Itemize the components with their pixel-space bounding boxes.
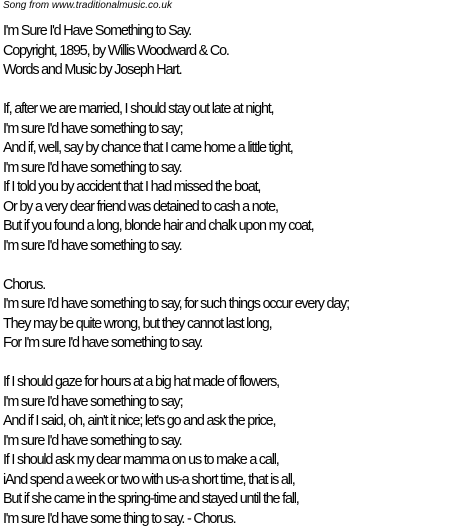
verse-line: If I should gaze for hours at a big hat made of flowers, [3,373,474,393]
stanza-gap [3,81,474,101]
verse-line: But if she came in the spring-time and stayed until the fall, [3,490,474,510]
verse-line: I'm sure I'd have something to say; [3,120,474,140]
verse-line: I'm sure I'd have something to say; [3,393,474,413]
chorus-line: I'm sure I'd have something to say, for such things occur every day; [3,295,474,315]
verse-line: If, after we are married, I should stay out late at night, [3,100,474,120]
chorus-line: For I'm sure I'd have something to say. [3,334,474,354]
copyright-line: Copyright, 1895, by Willis Woodward & Co. [3,42,474,62]
song-title: I'm Sure I'd Have Something to Say. [3,22,474,42]
verse-line: But if you found a long, blonde hair and chalk upon my coat, [3,217,474,237]
verse-line: I'm sure I'd have something to say. [3,432,474,452]
verse-line: iAnd spend a week or two with us-a short time, that is all, [3,471,474,491]
verse-line: I'm sure I'd have some thing to say. - Chorus. [3,510,474,529]
lyrics-document [3,22,474,529]
stanza-gap [3,256,474,276]
chorus [3,276,474,354]
song-header [3,22,474,81]
verse-line: And if I said, oh, ain't it nice; let's go and ask the price, [3,412,474,432]
stanza-gap [3,354,474,374]
verse-1 [3,100,474,256]
verse-2 [3,373,474,529]
verse-line: I'm sure I'd have something to say. [3,237,474,257]
verse-line: I'm sure I'd have something to say. [3,159,474,179]
verse-line: Or by a very dear friend was detained to cash a note, [3,198,474,218]
verse-line: If I told you by accident that I had missed the boat, [3,178,474,198]
credits-line: Words and Music by Joseph Hart. [3,61,474,81]
chorus-line: They may be quite wrong, but they cannot last long, [3,315,474,335]
verse-line: If I should ask my dear mamma on us to make a call, [3,451,474,471]
verse-line: And if, well, say by chance that I came home a little tight, [3,139,474,159]
source-credit: Song from www.traditionalmusic.co.uk [3,0,172,12]
chorus-heading: Chorus. [3,276,474,296]
